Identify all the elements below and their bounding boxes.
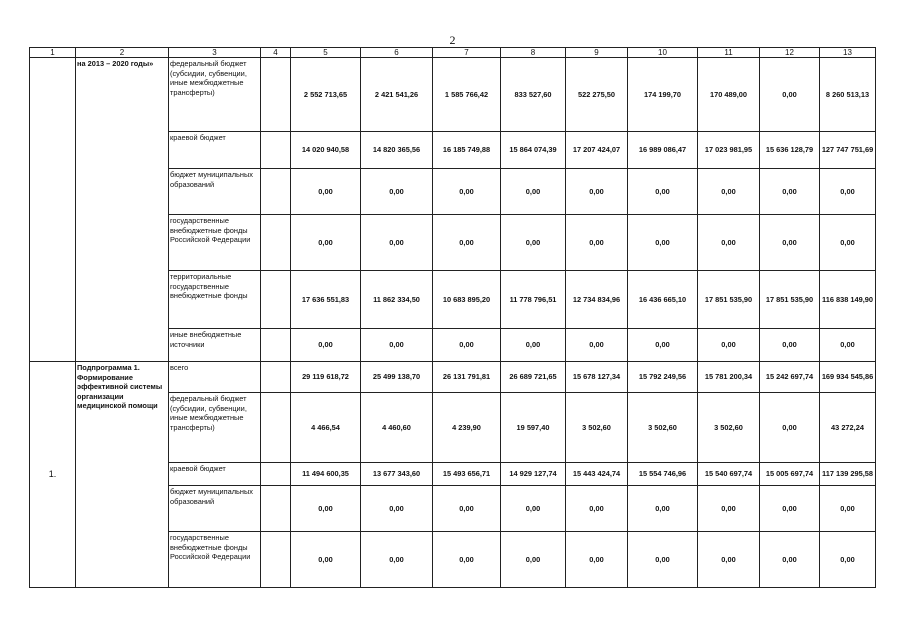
empty-cell [261, 463, 291, 486]
col-num: 2 [76, 48, 169, 58]
amount-cell: 19 597,40 [501, 393, 566, 463]
amount-cell: 8 260 513,13 [820, 58, 876, 132]
funding-source-cell: государственные внебюджетные фонды Российской Федерации [169, 532, 261, 588]
amount-cell: 0,00 [501, 329, 566, 362]
amount-cell: 0,00 [291, 486, 361, 532]
subprogram-name-cell: Подпрограмма 1. Формирование эффективной системы организации медицинской помощи [76, 362, 169, 588]
amount-cell: 0,00 [433, 169, 501, 215]
amount-cell: 0,00 [628, 215, 698, 271]
amount-cell: 0,00 [820, 215, 876, 271]
amount-cell: 0,00 [361, 532, 433, 588]
col-num: 4 [261, 48, 291, 58]
amount-cell: 0,00 [760, 58, 820, 132]
col-num: 3 [169, 48, 261, 58]
amount-cell: 15 005 697,74 [760, 463, 820, 486]
index-cell: 1. [30, 362, 76, 588]
amount-cell: 0,00 [628, 329, 698, 362]
amount-cell: 11 778 796,51 [501, 271, 566, 329]
empty-cell [261, 362, 291, 393]
amount-cell: 16 185 749,88 [433, 132, 501, 169]
col-num: 8 [501, 48, 566, 58]
amount-cell: 14 929 127,74 [501, 463, 566, 486]
amount-cell: 116 838 149,90 [820, 271, 876, 329]
finance-table [29, 47, 876, 588]
col-num: 9 [566, 48, 628, 58]
empty-cell [261, 486, 291, 532]
amount-cell: 0,00 [760, 169, 820, 215]
amount-cell: 15 864 074,39 [501, 132, 566, 169]
amount-cell: 0,00 [566, 486, 628, 532]
amount-cell: 0,00 [820, 169, 876, 215]
amount-cell: 0,00 [760, 486, 820, 532]
col-num: 12 [760, 48, 820, 58]
amount-cell: 3 502,60 [698, 393, 760, 463]
amount-cell: 13 677 343,60 [361, 463, 433, 486]
amount-cell: 11 862 334,50 [361, 271, 433, 329]
amount-cell: 0,00 [820, 329, 876, 362]
amount-cell: 0,00 [566, 215, 628, 271]
funding-source-cell: государственные внебюджетные фонды Российской Федерации [169, 215, 261, 271]
amount-cell: 15 443 424,74 [566, 463, 628, 486]
empty-cell [261, 393, 291, 463]
amount-cell: 16 436 665,10 [628, 271, 698, 329]
amount-cell: 2 552 713,65 [291, 58, 361, 132]
amount-cell: 0,00 [698, 215, 760, 271]
amount-cell: 25 499 138,70 [361, 362, 433, 393]
amount-cell: 12 734 834,96 [566, 271, 628, 329]
amount-cell: 0,00 [628, 486, 698, 532]
funding-source-cell: краевой бюджет [169, 463, 261, 486]
amount-cell: 17 023 981,95 [698, 132, 760, 169]
index-cell [30, 58, 76, 362]
amount-cell: 833 527,60 [501, 58, 566, 132]
col-num: 7 [433, 48, 501, 58]
amount-cell: 15 554 746,96 [628, 463, 698, 486]
empty-cell [261, 329, 291, 362]
page-number: 2 [449, 33, 456, 47]
col-num: 6 [361, 48, 433, 58]
amount-cell: 14 020 940,58 [291, 132, 361, 169]
amount-cell: 4 466,54 [291, 393, 361, 463]
col-num: 11 [698, 48, 760, 58]
amount-cell: 0,00 [361, 215, 433, 271]
program-name-cell: на 2013 – 2020 годы» [76, 58, 169, 362]
amount-cell: 0,00 [433, 329, 501, 362]
amount-cell: 0,00 [698, 329, 760, 362]
empty-cell [261, 132, 291, 169]
amount-cell: 0,00 [566, 169, 628, 215]
empty-cell [261, 58, 291, 132]
amount-cell: 0,00 [291, 329, 361, 362]
amount-cell: 0,00 [698, 169, 760, 215]
funding-source-cell: федеральный бюджет (субсидии, субвенции, иные межбюджетные трансферты) [169, 393, 261, 463]
amount-cell: 3 502,60 [566, 393, 628, 463]
amount-cell: 15 792 249,56 [628, 362, 698, 393]
funding-source-cell: бюджет муниципальных образований [169, 486, 261, 532]
amount-cell: 0,00 [760, 215, 820, 271]
amount-cell: 16 989 086,47 [628, 132, 698, 169]
amount-cell: 4 239,90 [433, 393, 501, 463]
column-number-row [30, 48, 876, 58]
amount-cell: 0,00 [361, 169, 433, 215]
amount-cell: 3 502,60 [628, 393, 698, 463]
amount-cell: 15 678 127,34 [566, 362, 628, 393]
funding-source-cell: бюджет муниципальных образований [169, 169, 261, 215]
amount-cell: 0,00 [628, 532, 698, 588]
amount-cell: 17 207 424,07 [566, 132, 628, 169]
amount-cell: 522 275,50 [566, 58, 628, 132]
amount-cell: 0,00 [361, 329, 433, 362]
funding-source-cell: территориальные государственные внебюджетные фонды [169, 271, 261, 329]
amount-cell: 17 851 535,90 [698, 271, 760, 329]
table-row [30, 362, 876, 393]
amount-cell: 2 421 541,26 [361, 58, 433, 132]
empty-cell [261, 169, 291, 215]
amount-cell: 174 199,70 [628, 58, 698, 132]
amount-cell: 15 781 200,34 [698, 362, 760, 393]
empty-cell [261, 532, 291, 588]
amount-cell: 1 585 766,42 [433, 58, 501, 132]
amount-cell: 0,00 [628, 169, 698, 215]
amount-cell: 169 934 545,86 [820, 362, 876, 393]
amount-cell: 0,00 [698, 486, 760, 532]
amount-cell: 0,00 [501, 169, 566, 215]
amount-cell: 0,00 [566, 532, 628, 588]
amount-cell: 0,00 [433, 486, 501, 532]
funding-source-cell: всего [169, 362, 261, 393]
funding-source-cell: иные внебюджетные источники [169, 329, 261, 362]
table-row [30, 58, 876, 132]
amount-cell: 4 460,60 [361, 393, 433, 463]
amount-cell: 15 493 656,71 [433, 463, 501, 486]
amount-cell: 15 540 697,74 [698, 463, 760, 486]
amount-cell: 0,00 [291, 169, 361, 215]
amount-cell: 10 683 895,20 [433, 271, 501, 329]
amount-cell: 0,00 [698, 532, 760, 588]
amount-cell: 17 636 551,83 [291, 271, 361, 329]
amount-cell: 0,00 [820, 532, 876, 588]
amount-cell: 26 689 721,65 [501, 362, 566, 393]
col-num: 13 [820, 48, 876, 58]
amount-cell: 43 272,24 [820, 393, 876, 463]
amount-cell: 117 139 295,58 [820, 463, 876, 486]
amount-cell: 0,00 [760, 393, 820, 463]
amount-cell: 15 636 128,79 [760, 132, 820, 169]
amount-cell: 0,00 [361, 486, 433, 532]
col-num: 10 [628, 48, 698, 58]
amount-cell: 11 494 600,35 [291, 463, 361, 486]
amount-cell: 0,00 [501, 532, 566, 588]
amount-cell: 0,00 [760, 329, 820, 362]
amount-cell: 0,00 [566, 329, 628, 362]
col-num: 5 [291, 48, 361, 58]
amount-cell: 0,00 [820, 486, 876, 532]
amount-cell: 0,00 [433, 532, 501, 588]
funding-source-cell: федеральный бюджет (субсидии, субвенции, иные межбюджетные трансферты) [169, 58, 261, 132]
amount-cell: 15 242 697,74 [760, 362, 820, 393]
amount-cell: 0,00 [501, 215, 566, 271]
amount-cell: 0,00 [501, 486, 566, 532]
amount-cell: 29 119 618,72 [291, 362, 361, 393]
amount-cell: 0,00 [760, 532, 820, 588]
amount-cell: 0,00 [433, 215, 501, 271]
amount-cell: 26 131 791,81 [433, 362, 501, 393]
amount-cell: 17 851 535,90 [760, 271, 820, 329]
amount-cell: 127 747 751,69 [820, 132, 876, 169]
col-num: 1 [30, 48, 76, 58]
empty-cell [261, 271, 291, 329]
amount-cell: 0,00 [291, 215, 361, 271]
amount-cell: 0,00 [291, 532, 361, 588]
amount-cell: 170 489,00 [698, 58, 760, 132]
funding-source-cell: краевой бюджет [169, 132, 261, 169]
amount-cell: 14 820 365,56 [361, 132, 433, 169]
empty-cell [261, 215, 291, 271]
